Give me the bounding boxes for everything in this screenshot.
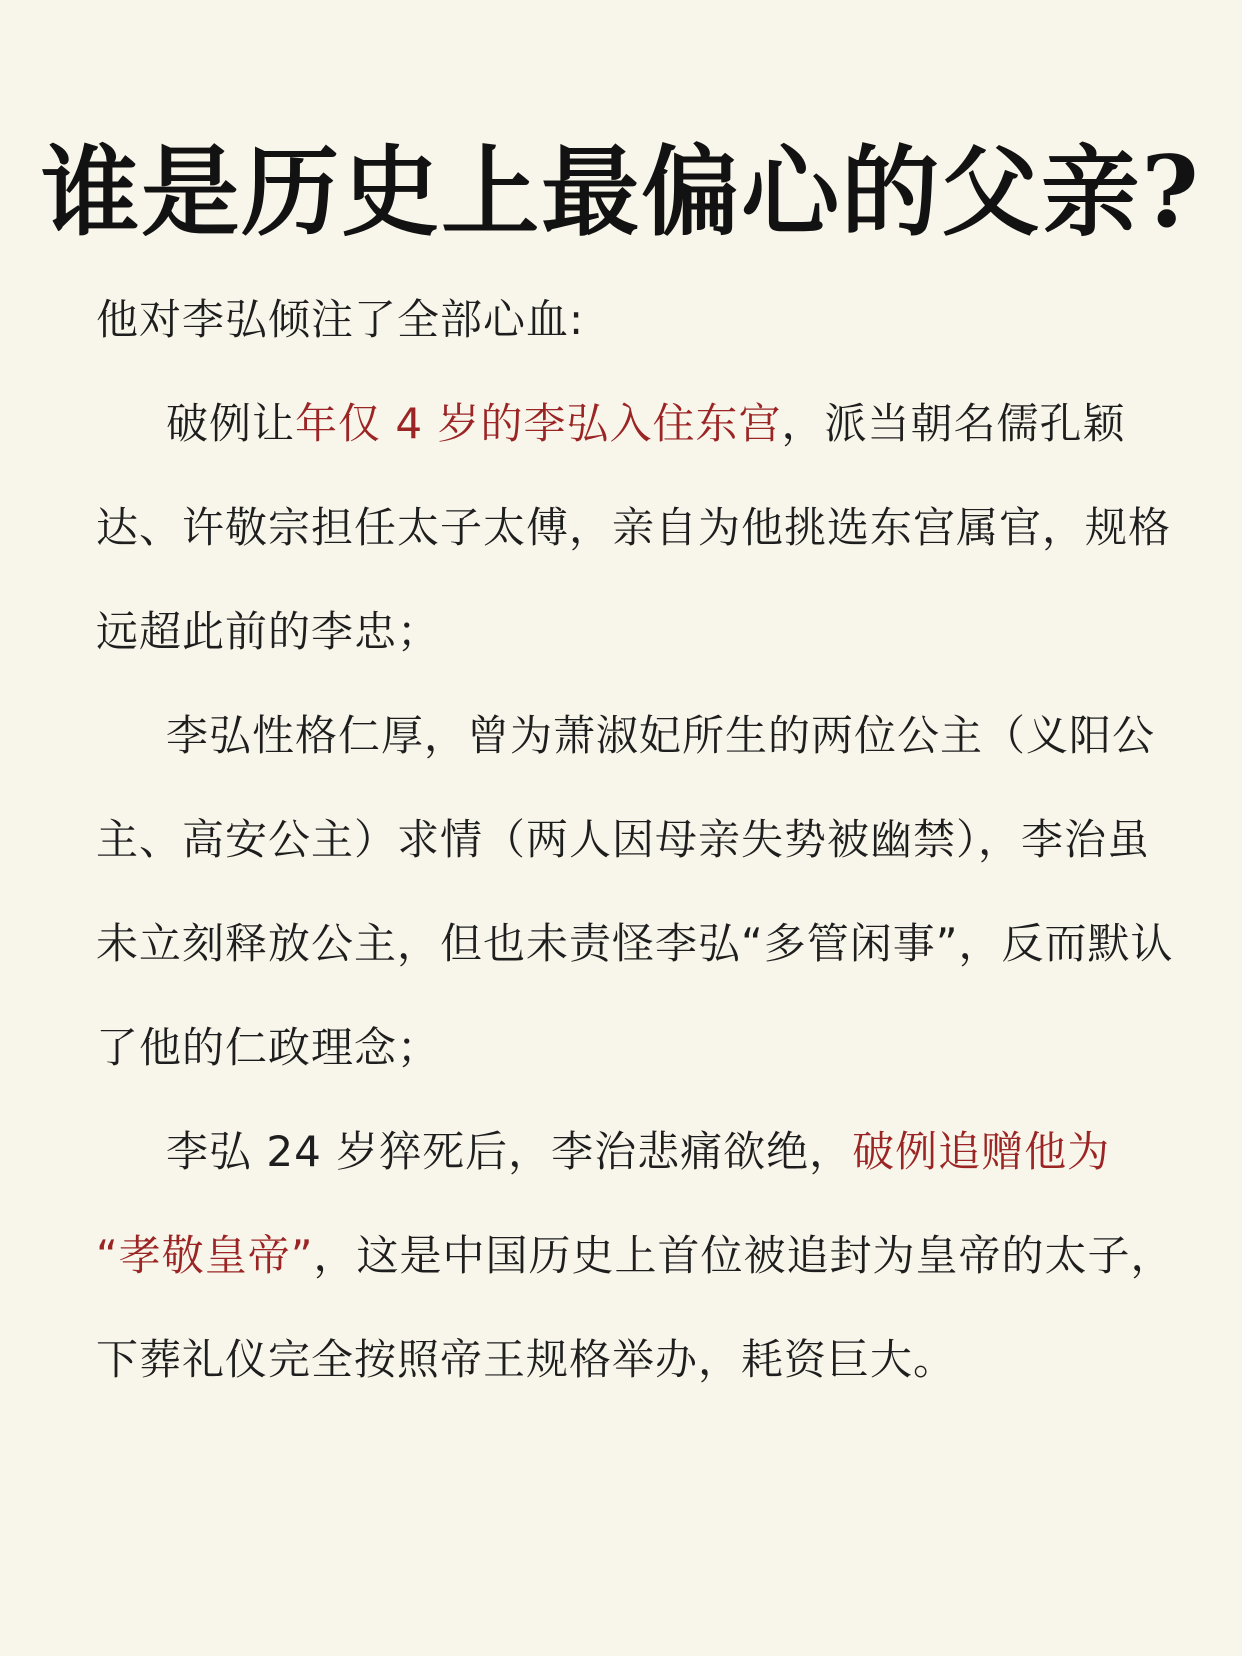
paragraph-benevolence <box>96 684 1176 1100</box>
paragraph-east-palace <box>96 372 1176 684</box>
article-body <box>96 268 1176 1412</box>
paragraph-posthumous-title <box>96 1100 1176 1412</box>
text-segment: 他对李弘倾注了全部心血: <box>96 295 585 344</box>
text-segment: 李弘性格仁厚，曾为萧淑妃所生的两位公主（义阳公主、高安公主）求情（两人因母亲失势被幽禁），李治虽未立刻释放公主，但也未责怪李弘“多管闲事”，反而默认了他的仁政理念； <box>96 711 1174 1072</box>
text-segment: ，这是中国历史上首位被追封为皇帝的太子，下葬礼仪完全按照帝王规格举办，耗资巨大。 <box>96 1231 1174 1384</box>
text-segment: ，派当朝名儒孔颖达、许敬宗担任太子太傅，亲自为他挑选东宫属官，规格远超此前的李忠； <box>96 399 1172 656</box>
highlighted-text: 年仅 4 岁的李弘入住东宫 <box>295 399 782 448</box>
text-segment: 李弘 24 岁猝死后，李治悲痛欲绝， <box>166 1127 853 1176</box>
text-segment: 破例让 <box>166 399 296 448</box>
page-title: 谁是历史上最偏心的父亲? <box>41 134 1201 250</box>
highlighted-text: 破例追赠他为 “孝敬皇帝” <box>96 1127 1111 1280</box>
intro-paragraph <box>96 268 1176 372</box>
